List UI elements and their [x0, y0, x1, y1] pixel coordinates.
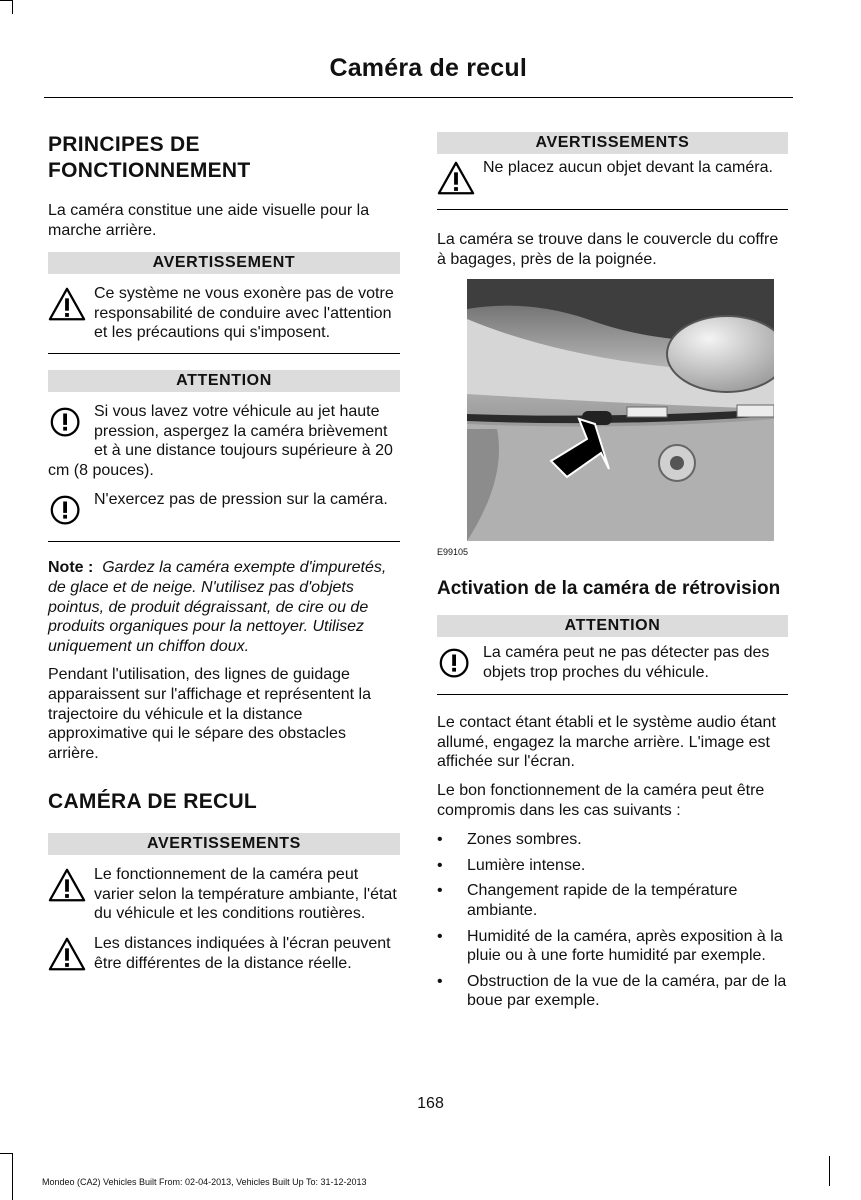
guidelines-text: Pendant l'utilisation, des lignes de guidage apparaissent sur l'affichage et représentent la trajectoire du véhicule et la distance approximative qui le sépare des obstacles arrière. — [48, 666, 371, 762]
header-divider — [44, 97, 793, 98]
caution-box-heading: ATTENTION — [437, 615, 788, 637]
warning-triangle-icon — [48, 285, 86, 325]
camera-location-photo — [467, 279, 774, 541]
warning-box-heading: AVERTISSEMENT — [48, 252, 400, 274]
crop-mark — [12, 1153, 13, 1200]
crop-mark — [0, 0, 12, 1]
list-item: • Changement rapide de la température ambiante. — [437, 882, 738, 919]
bullet-icon: • — [437, 927, 443, 945]
heading-camera: CAMÉRA DE RECUL — [48, 790, 258, 814]
note-paragraph — [48, 558, 400, 656]
bullet-icon: • — [437, 831, 443, 849]
list-item: • Lumière intense. — [437, 856, 586, 874]
note-label: Note : — [48, 559, 94, 577]
caution-box — [437, 615, 788, 695]
heading-principles: PRINCIPES DE FONCTIONNEMENT — [48, 133, 251, 182]
intro-text: La caméra constitue une aide visuelle pour la marche arrière. — [48, 202, 370, 239]
caution-box-heading: ATTENTION — [48, 370, 400, 392]
warning-text: Ne placez aucun objet devant la caméra. — [483, 159, 773, 176]
warning-text: Le fonctionnement de la caméra peut varier selon la température ambiante, l'état du véhicule et les conditions routières. — [94, 866, 397, 923]
warning-item — [48, 284, 400, 343]
figure-id: E99105 — [437, 547, 469, 558]
list-item: • Zones sombres. — [437, 831, 582, 849]
right-column — [437, 132, 788, 1017]
warnings-box — [437, 132, 788, 210]
warnings-box-heading: AVERTISSEMENTS — [437, 132, 788, 154]
warning-item — [48, 865, 400, 924]
warning-triangle-icon — [48, 866, 86, 906]
bullet-icon: • — [437, 972, 443, 990]
caution-item — [48, 490, 400, 531]
caution-box — [48, 370, 400, 542]
heading-activation: Activation de la caméra de rétrovision — [437, 578, 781, 600]
location-text: La caméra se trouve dans le couvercle du coffre à bagages, près de la poignée. — [437, 231, 779, 268]
caution-text: La caméra peut ne pas détecter pas des objets trop proches du véhicule. — [483, 644, 770, 681]
warning-box — [48, 252, 400, 354]
warnings-box — [48, 833, 400, 985]
conditions-list — [437, 830, 788, 1011]
bullet-icon: • — [437, 856, 443, 874]
caution-circle-icon — [48, 491, 86, 531]
warning-item — [48, 934, 400, 975]
crop-mark — [829, 1156, 830, 1186]
warnings-box-heading: AVERTISSEMENTS — [48, 833, 400, 855]
page-title: Caméra de recul — [329, 54, 527, 82]
page-number: 168 — [417, 1095, 444, 1112]
caution-circle-icon — [48, 403, 86, 443]
crop-mark — [0, 1153, 12, 1154]
warning-triangle-icon — [437, 159, 475, 199]
crop-mark — [12, 0, 13, 14]
list-item: • Humidité de la caméra, après exposition à la pluie ou à une forte humidité par exemple. — [437, 927, 783, 965]
caution-text: N'exercez pas de pression sur la caméra. — [94, 491, 388, 509]
conditions-intro: Le bon fonctionnement de la caméra peut être compromis dans les cas suivants : — [437, 781, 765, 819]
activation-text: Le contact étant établi et le système audio étant allumé, engagez la marche arrière. L'image est affichée sur l'écran. — [437, 714, 776, 771]
caution-circle-icon — [437, 644, 475, 684]
bullet-icon: • — [437, 882, 443, 900]
warning-item — [437, 158, 788, 199]
caution-item — [48, 402, 400, 480]
left-column — [48, 132, 400, 1001]
caution-item — [437, 643, 788, 684]
note-text: Gardez la caméra exempte d'impuretés, de glace et de neige. N'utilisez pas d'objets pointus, de produit dégraissant, de cire ou de produits organiques pour la nettoyer. Utilisez uniquement un chiffon doux. — [48, 559, 387, 655]
list-item: • Obstruction de la vue de la caméra, par de la boue par exemple. — [437, 972, 787, 1010]
footer-text: Mondeo (CA2) Vehicles Built From: 02-04-2013, Vehicles Built Up To: 31-12-2013 — [42, 1177, 367, 1187]
warning-triangle-icon — [48, 935, 86, 975]
warning-text: Les distances indiquées à l'écran peuvent être différentes de la distance réelle. — [94, 935, 391, 972]
caution-text: Si vous lavez votre véhicule au jet haute pression, aspergez la caméra brièvement et à une distance toujours supérieure à 20 cm (8 pouces). — [48, 402, 393, 479]
warning-text: Ce système ne vous exonère pas de votre responsabilité de conduire avec l'attention et les précautions qui s'imposent. — [94, 285, 394, 342]
